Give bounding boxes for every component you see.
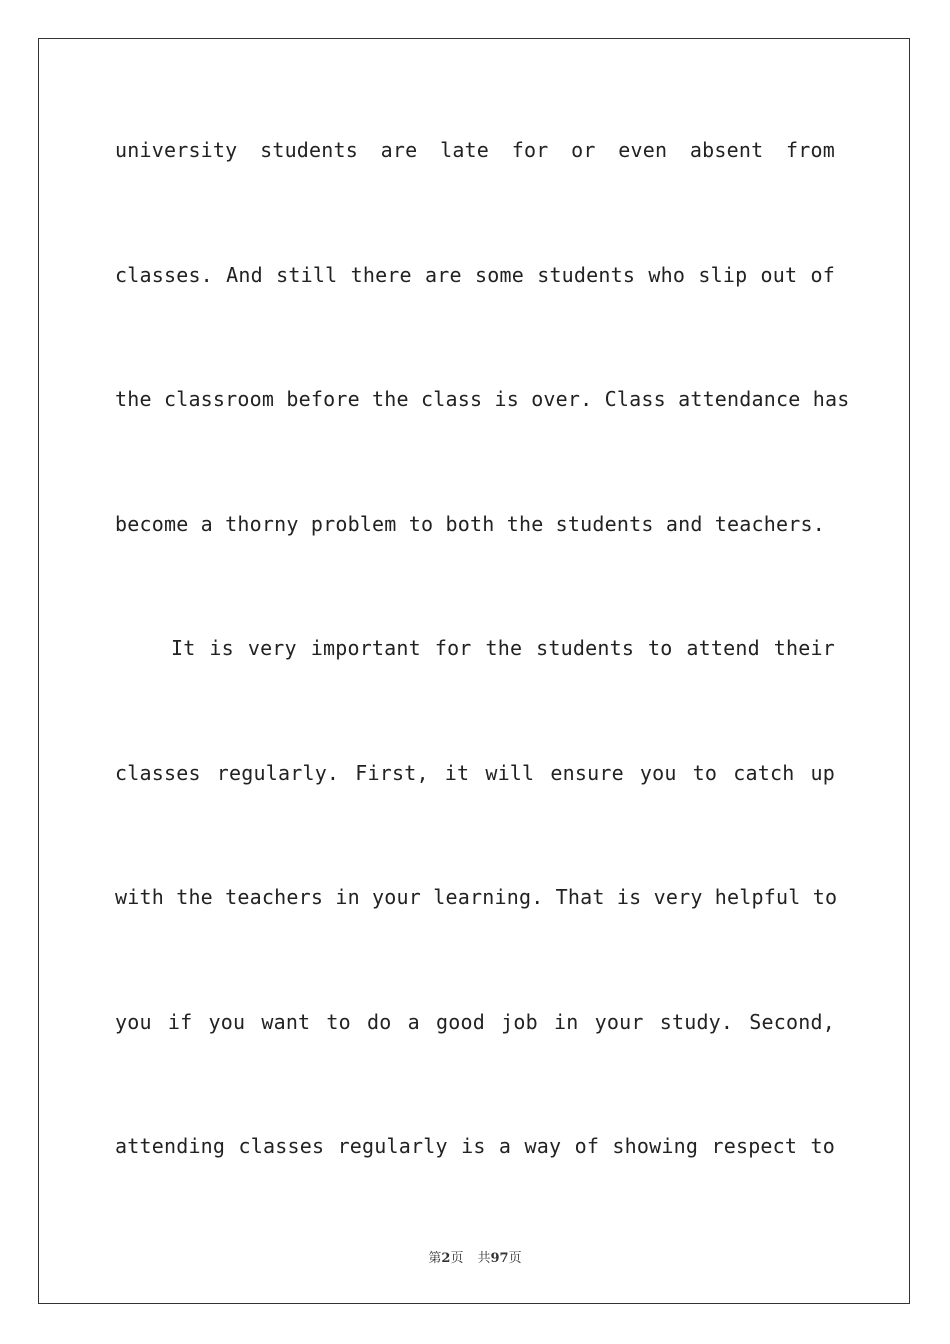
- total-prefix: 共: [477, 1251, 491, 1266]
- page-suffix: 页: [450, 1251, 464, 1266]
- text-line: the classroom before the class is over. Class attendance has: [115, 387, 850, 411]
- text-line: you if you want to do a good job in your study. Second,: [115, 1009, 835, 1034]
- text-line: classes. And still there are some students who slip out of: [115, 262, 835, 287]
- page-footer: [0, 1247, 950, 1266]
- page-total: 97: [490, 1251, 509, 1266]
- page-prefix: 第: [428, 1251, 442, 1266]
- text-line: become a thorny problem to both the students and teachers.: [115, 511, 825, 536]
- text-line: university students are late for or even absent from: [115, 138, 835, 162]
- page-number: 2: [441, 1251, 451, 1266]
- document-body: [115, 128, 850, 1249]
- paragraph-first-line: It is very important for the students to attend their: [171, 636, 835, 660]
- text-line: attending classes regularly is a way of showing respect to: [115, 1134, 835, 1158]
- text-line: classes regularly. First, it will ensure you to catch up: [115, 760, 835, 785]
- total-suffix: 页: [508, 1251, 522, 1266]
- text-line: with the teachers in your learning. That is very helpful to: [115, 885, 838, 909]
